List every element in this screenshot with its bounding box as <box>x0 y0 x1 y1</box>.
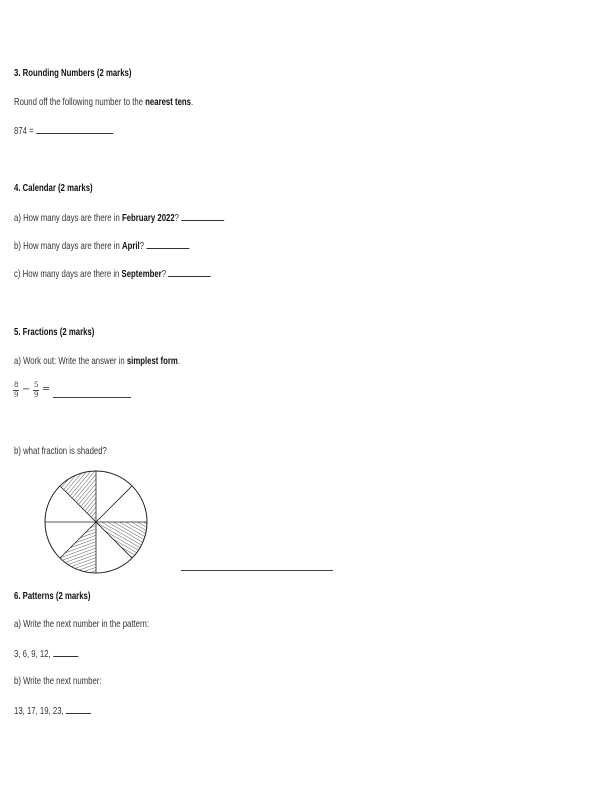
answer-blank[interactable] <box>53 397 131 398</box>
equals-sign: = <box>42 384 51 395</box>
q6-a-question: a) Write the next number in the pattern: <box>14 618 150 630</box>
q5-b-question: b) what fraction is shaded? <box>14 445 107 457</box>
text: a) Work out: Write the answer in <box>14 355 127 367</box>
fraction1-numerator: 8 <box>14 381 19 389</box>
shaded-sector <box>60 522 96 573</box>
text: ? <box>174 212 179 224</box>
text: a) How many days are there in <box>14 212 122 224</box>
shaded-sector <box>60 471 96 522</box>
answer-blank[interactable] <box>168 267 211 277</box>
q4-title: 4. Calendar (2 marks) <box>14 182 93 194</box>
minus-sign: − <box>22 384 31 395</box>
text: ? <box>161 268 167 280</box>
q3-instruction <box>14 96 193 108</box>
q4-item-a <box>14 211 224 224</box>
q4-item-c <box>14 267 211 280</box>
answer-blank[interactable] <box>146 239 189 249</box>
bold-text: nearest tens <box>145 96 191 108</box>
sector-dividers <box>45 471 147 573</box>
fraction2-numerator: 5 <box>34 381 39 389</box>
sequence-text: 13, 17, 19, 23, <box>14 705 64 717</box>
fraction1-denominator: 9 <box>14 391 19 399</box>
q6-b-question: b) Write the next number: <box>14 675 102 687</box>
text: b) How many days are there in <box>14 240 122 252</box>
sequence-text: 3, 6, 9, 12, <box>14 648 51 660</box>
bold-text: April <box>121 240 140 252</box>
answer-blank[interactable] <box>66 704 91 714</box>
bold-text: February 2022 <box>121 212 175 224</box>
bold-text: simplest form <box>126 355 178 367</box>
shaded-sector <box>96 522 147 558</box>
text: c) How many days are there in <box>14 268 122 280</box>
question-text: 874 = <box>14 125 34 137</box>
text: . <box>190 96 194 108</box>
q5-b-answer-blank[interactable] <box>181 570 333 571</box>
text: ? <box>139 240 144 252</box>
bold-text: September <box>121 268 162 280</box>
q3-question <box>14 124 113 137</box>
q6-title: 6. Patterns (2 marks) <box>14 590 91 602</box>
q5-a-instruction <box>14 355 180 367</box>
answer-blank[interactable] <box>36 124 113 134</box>
q6-a-sequence <box>14 647 78 660</box>
q4-item-b <box>14 239 189 252</box>
fraction-expression <box>13 381 153 401</box>
answer-blank[interactable] <box>181 211 224 221</box>
fraction2-denominator: 9 <box>34 391 39 399</box>
q5-title: 5. Fractions (2 marks) <box>14 326 95 338</box>
q3-title: 3. Rounding Numbers (2 marks) <box>14 67 132 79</box>
shaded-circle-diagram <box>40 466 152 578</box>
answer-blank[interactable] <box>53 647 78 657</box>
text: Round off the following number to the <box>14 96 146 108</box>
text: . <box>177 355 180 367</box>
q6-b-sequence <box>14 704 91 717</box>
